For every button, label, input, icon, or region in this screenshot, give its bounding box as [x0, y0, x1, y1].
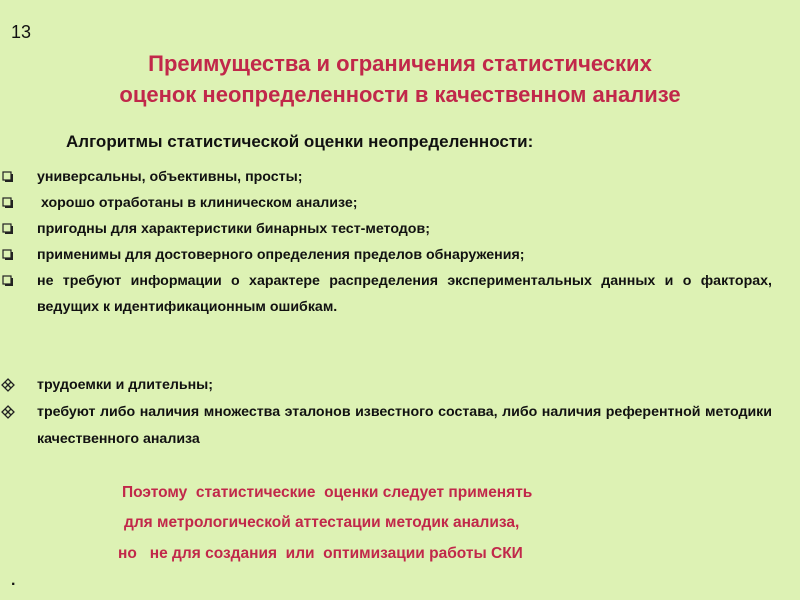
- slide-number: 13: [11, 22, 32, 42]
- conclusion-line-3: но не для создания или оптимизации работы СКИ: [118, 545, 523, 562]
- list-item: [0, 216, 772, 242]
- title-line-1: Преимущества и ограничения статистических: [148, 51, 652, 76]
- footer-mark: .: [11, 572, 16, 589]
- limitation-text: трудоемки и длительны;: [37, 377, 213, 393]
- section-subtitle: Алгоритмы статистической оценки неопределенности:: [66, 132, 534, 151]
- list-item: [0, 268, 772, 320]
- advantages-list: [0, 164, 772, 320]
- advantage-text: применимы для достоверного определения пределов обнаружения;: [37, 247, 525, 263]
- list-item: [0, 242, 772, 268]
- checkbox-square-icon: [2, 171, 14, 183]
- checkbox-square-icon: [2, 223, 14, 235]
- limitations-list: [0, 372, 772, 453]
- title-line-2: оценок неопределенности в качественном анализе: [119, 82, 681, 107]
- diamond-bullet-icon: [1, 405, 15, 419]
- list-item: [0, 164, 772, 190]
- limitation-text: требуют либо наличия множества эталонов известного состава, либо наличия референтной методики качественного анализа: [37, 404, 772, 447]
- checkbox-square-icon: [2, 275, 14, 287]
- list-item: [0, 372, 772, 399]
- diamond-bullet-icon: [1, 378, 15, 392]
- conclusion-line-1: Поэтому статистические оценки следует применять: [122, 484, 533, 501]
- slide-title: [40, 48, 760, 110]
- advantage-text: хорошо отработаны в клиническом анализе;: [37, 195, 358, 211]
- advantage-text: пригодны для характеристики бинарных тест-методов;: [37, 221, 430, 237]
- checkbox-square-icon: [2, 197, 14, 209]
- checkbox-square-icon: [2, 249, 14, 261]
- advantage-text: не требуют информации о характере распределения экспериментальных данных и о факторах, ведущих к идентификационным ошибкам.: [37, 273, 772, 315]
- advantage-text: универсальны, объективны, просты;: [37, 169, 303, 185]
- list-item: [0, 190, 772, 216]
- conclusion-line-2: для метрологической аттестации методик анализа,: [124, 514, 520, 531]
- list-item: [0, 399, 772, 453]
